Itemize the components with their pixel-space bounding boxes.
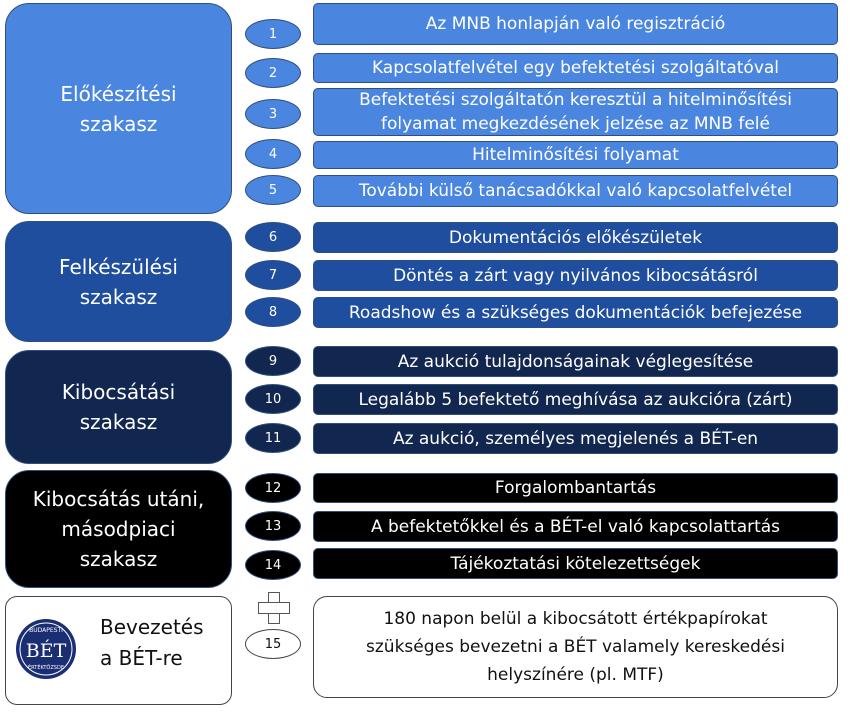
logo-bottom-text: ÉRTÉKTŐZSDE xyxy=(28,665,64,671)
step-bar-6 xyxy=(313,222,838,253)
phase-issuance xyxy=(5,350,232,464)
step-bar-1 xyxy=(313,3,838,45)
step-number-8: 8 xyxy=(245,297,301,327)
step-number-10: 10 xyxy=(245,384,301,414)
step-number-3: 3 xyxy=(245,99,301,129)
step-bar-8 xyxy=(313,297,838,328)
step-number-13: 13 xyxy=(245,511,301,541)
step-number-15: 15 xyxy=(245,629,301,659)
step-number-14: 14 xyxy=(245,550,301,580)
step-text-14: Tájékoztatási kötelezettségek xyxy=(450,553,701,574)
bet-logo-icon xyxy=(15,618,77,680)
step-number-1: 1 xyxy=(245,19,301,49)
step-bar-2 xyxy=(313,53,838,83)
step-bar-15 xyxy=(313,596,838,698)
logo-top-text: BUDAPESTI xyxy=(29,627,63,634)
step-number-12: 12 xyxy=(245,473,301,503)
phase-listing-label: Bevezetés a BÉT-re xyxy=(100,615,204,670)
step-text-8: Roadshow és a szükséges dokumentációk befejezése xyxy=(348,302,803,323)
phase-issuance-label: Kibocsátási szakasz xyxy=(61,380,176,434)
step-number-2: 2 xyxy=(245,58,301,88)
phase-readiness xyxy=(5,221,232,342)
step-text-3: Befektetési szolgáltatón keresztül a hitelminősítési folyamat megkezdésének jelzése az MNB felé xyxy=(359,90,792,134)
step-bar-12 xyxy=(313,473,838,503)
step-text-2: Kapcsolatfelvétel egy befektetési szolgáltatóval xyxy=(371,58,780,78)
step-text-11: Az aukció, személyes megjelenés a BÉT-en xyxy=(392,428,759,449)
step-text-1: Az MNB honlapján való regisztráció xyxy=(425,14,726,34)
step-text-13: A befektetőkkel és a BÉT-el való kapcsolattartás xyxy=(370,516,781,537)
step-bar-7 xyxy=(313,260,838,291)
step-text-10: Legalább 5 befektető meghívása az aukcióra (zárt) xyxy=(358,389,793,410)
step-text-9: Az aukció tulajdonságainak véglegesítése xyxy=(397,351,754,372)
phase-post-issuance xyxy=(5,470,232,588)
step-text-5: További külső tanácsadókkal való kapcsolatfelvétel xyxy=(358,181,793,201)
phase-readiness-label: Felkészülési szakasz xyxy=(59,254,178,309)
step-text-12: Forgalombantartás xyxy=(494,478,657,498)
step-bar-3 xyxy=(313,88,838,136)
step-bar-5 xyxy=(313,175,838,207)
step-bar-4 xyxy=(313,141,838,169)
step-bar-13 xyxy=(313,511,838,542)
phase-preparation xyxy=(5,3,232,214)
plus-icon xyxy=(258,592,290,624)
step-text-7: Döntés a zárt vagy nyilvános kibocsátásról xyxy=(393,265,758,286)
step-number-4: 4 xyxy=(245,139,301,169)
step-number-5: 5 xyxy=(245,175,301,205)
phase-post-issuance-label: Kibocsátás utáni, másodpiaci szakasz xyxy=(32,487,205,571)
step-bar-14 xyxy=(313,548,838,579)
step-text-4: Hitelminősítési folyamat xyxy=(472,145,679,165)
step-number-6: 6 xyxy=(245,222,301,252)
step-number-7: 7 xyxy=(245,260,301,290)
step-text-6: Dokumentációs előkészületek xyxy=(448,227,703,248)
step-bar-11 xyxy=(313,423,838,454)
logo-main-text: BÉT xyxy=(25,640,67,662)
step-text-15: 180 napon belül a kibocsátott értékpapírokat szükséges bevezetni a BÉT valamely kereskedési helyszínére (pl. MTF) xyxy=(366,609,785,685)
phase-preparation-label: Előkészítési szakasz xyxy=(60,81,177,136)
step-number-11: 11 xyxy=(245,423,301,453)
step-bar-9 xyxy=(313,346,838,377)
step-number-9: 9 xyxy=(245,346,301,376)
step-bar-10 xyxy=(313,384,838,415)
